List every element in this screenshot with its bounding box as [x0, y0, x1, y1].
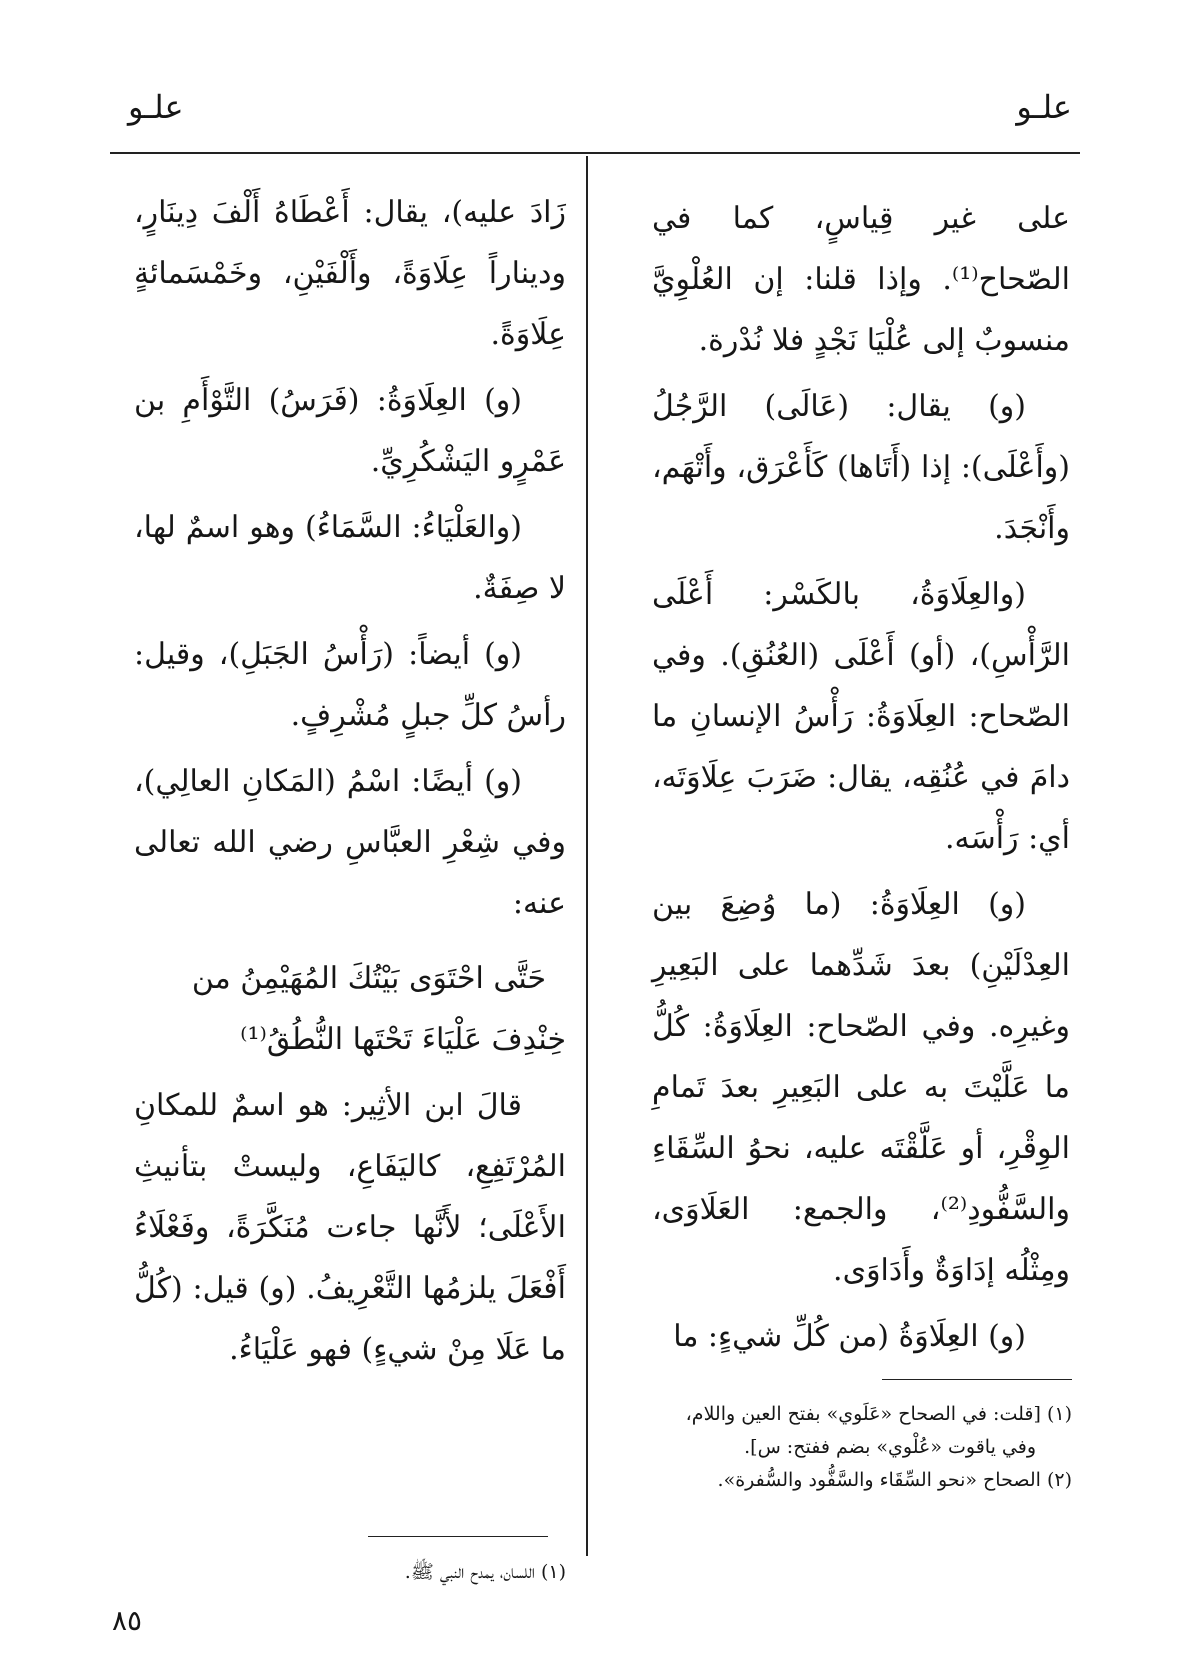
footnote-rule-left [368, 1536, 548, 1537]
footnote-1-line-2: وفي ياقوت «عُلْوي» بضم ففتح: س]. [744, 1436, 1036, 1458]
footnote-1: (١) اللسان، يمدح النبي ﷺ. [404, 1561, 566, 1583]
paragraph: (و) العِلَاوَةُ: (فَرَسُ) التَّوْأَمِ بن عَمْرٍو اليَشْكُرِيِّ. [134, 383, 566, 479]
footnote-rule-right [882, 1379, 1072, 1380]
right-column [652, 188, 1070, 1367]
paragraph: زَادَ عليه)، يقال: أَعْطَاهُ أَلْفَ دِينَارٍ، وديناراً عِلَاوَةً، وأَلْفَيْنِ، وخَمْسَمائةٍ عِلَاوَةً. [134, 195, 566, 352]
header-left: علـو [128, 88, 184, 126]
header-right: علـو [1016, 88, 1072, 126]
page-number: ٨٥ [112, 1604, 143, 1637]
paragraph: (و) يقال: (عَالَى) الرَّجُلُ (وأَعْلَى): إذا (أَتَاها) كَأَعْرَق، وأَتْهَم، وأَنْجَدَ. [652, 389, 1070, 546]
left-column [134, 182, 566, 1380]
footnote-2: (٢) الصحاح «نحو السِّقَاء والسَّفُّود والسُّفرة». [717, 1469, 1072, 1491]
column-divider [586, 156, 588, 1556]
paragraph: (والعِلَاوَةُ، بالكَسْر: أَعْلَى الرَّأْسِ)، (أو) أَعْلَى (العُنُقِ). وفي الصّحاح: العِلَاوَةُ: رَأْسُ الإنسانِ ما دامَ في عُنُقِه، يقال: ضَرَبَ عِلَاوَتَه، أي: رَأْسَه. [652, 577, 1070, 856]
paragraph: (والعَلْيَاءُ: السَّمَاءُ) وهو اسمٌ لها، لا صِفَةٌ. [134, 510, 566, 606]
verse-hemistich-1: حَتَّى احْتَوَى بَيْتُكَ المُهَيْمِنُ من [191, 961, 546, 996]
paragraph: قالَ ابن الأثِير: هو اسمٌ للمكانِ المُرْتَفِعِ، كاليَفَاعِ، وليستْ بتأنيثِ الأَعْلَى؛ لأَنَّها جاءت مُنَكَّرَةً، وفَعْلَاءُ أَفْعَلَ يلزمُها التَّعْرِيفُ. (و) قيل: (كُلُّ ما عَلَا مِنْ شيءٍ) فهو عَلْيَاءُ. [134, 1088, 566, 1367]
footnotes-left [136, 1556, 566, 1589]
paragraph: (و) العِلَاوَةُ (من كُلِّ شيءٍ: ما [673, 1319, 1026, 1354]
header-rule [110, 152, 1080, 154]
poetry-verse [134, 948, 566, 1070]
verse-hemistich-2: خِنْدِفَ عَلْيَاءَ تَحْتَها النُّطُقُ⁽¹⁾ [240, 1022, 566, 1057]
footnote-1-line-1: (١) [قلت: في الصحاح «عَلَوي» بفتح العين واللام، [685, 1403, 1072, 1425]
paragraph: (و) أيضاً: (رَأْسُ الجَبَلِ)، وقيل: رأسُ كلِّ جبلٍ مُشْرِفٍ. [134, 637, 566, 733]
footnotes-right [642, 1398, 1072, 1497]
paragraph: على غير قِياسٍ، كما في الصّحاح⁽¹⁾. وإذا قلنا: إن العُلْوِيَّ منسوبٌ إلى عُلْيَا نَجْدٍ فلا نُدْرة. [652, 201, 1070, 358]
paragraph: (و) العِلَاوَةُ: (ما وُضِعَ بين العِدْلَيْنِ) بعدَ شَدِّهما على البَعِيرِ وغيرِه. وفي الصّحاح: العِلَاوَةُ: كُلُّ ما عَلَّيْتَ به على البَعِيرِ بعدَ تَمامِ الوِقْرِ، أو عَلَّقْتَه عليه، نحوُ السِّقَاءِ والسَّفُّودِ⁽²⁾، والجمع: العَلَاوَى، ومِثْلُه إدَاوَةٌ وأَدَاوَى. [652, 887, 1070, 1288]
paragraph: (و) أيضًا: اسْمُ (المَكانِ العالِي)، وفي شِعْرِ العبَّاسِ رضي الله تعالى عنه: [134, 764, 566, 921]
